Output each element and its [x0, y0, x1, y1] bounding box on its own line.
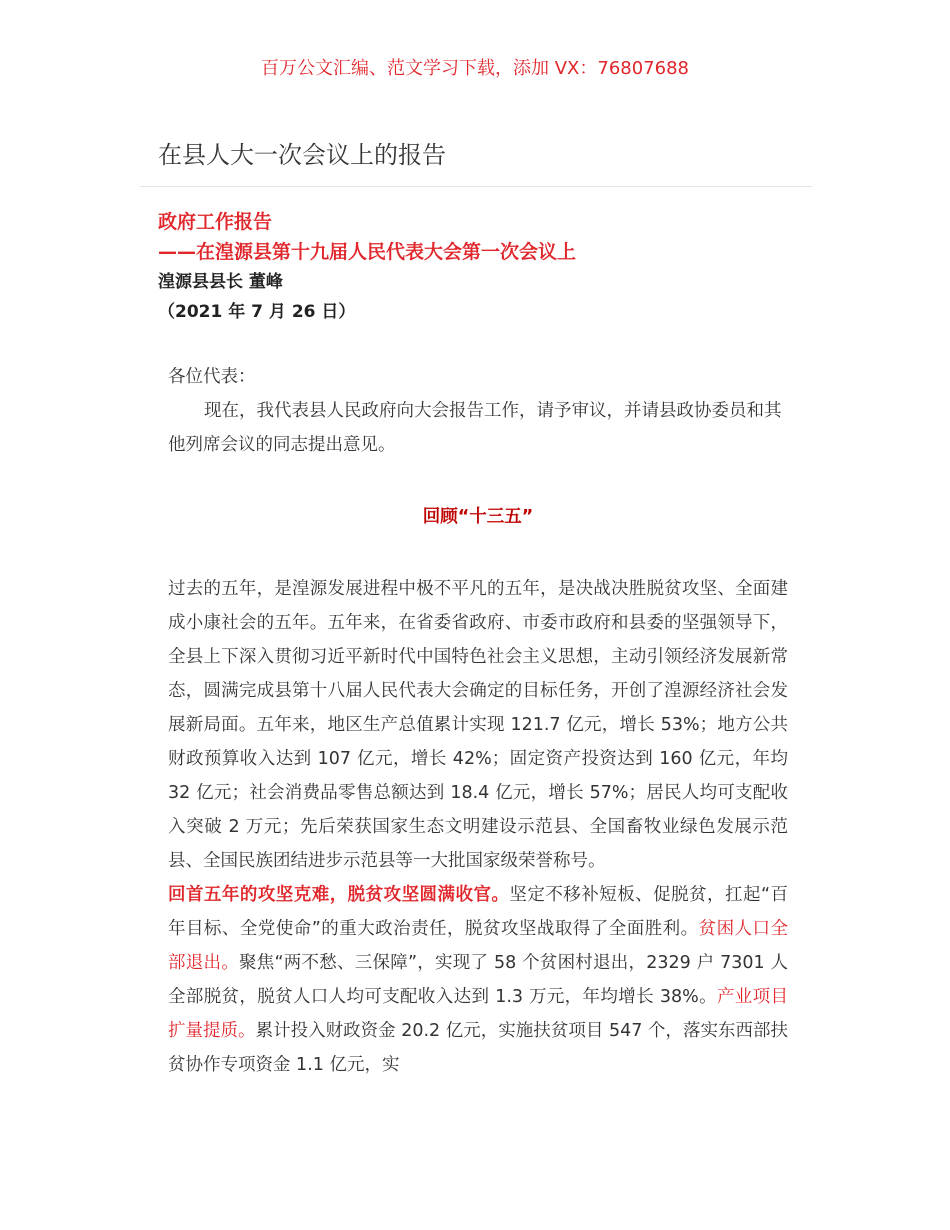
poverty-paragraph [168, 878, 788, 1082]
poverty-text-2: 聚焦“两不愁、三保障”，实现了 58 个贫困村退出，2329 户 7301 人全部脱贫，脱贫人口人均可支配收入达到 1.3 万元，年均增长 38%。 [168, 953, 788, 1007]
poverty-subhead-1: 贫困人口全部退出。 [168, 919, 788, 973]
report-title: 政府工作报告 [158, 211, 273, 233]
poverty-subhead-2: 产业项目扩量提质。 [168, 987, 789, 1041]
intro-paragraph: 现在，我代表县人民政府向大会报告工作，请予审议，并请县政协委员和其他列席会议的同志提出意见。 [168, 401, 782, 455]
salutation: 各位代表： [168, 367, 256, 387]
report-date: （2021 年 7 月 26 日） [158, 302, 356, 322]
poverty-lead: 回首五年的攻坚克难，脱贫攻坚圆满收官。 [168, 885, 510, 905]
title-divider [140, 186, 812, 187]
report-subtitle: ——在湟源县第十九届人民代表大会第一次会议上 [158, 241, 577, 263]
report-author: 湟源县县长 董峰 [158, 272, 283, 292]
review-paragraph: 过去的五年，是湟源发展进程中极不平凡的五年，是决战决胜脱贫攻坚、全面建成小康社会的五年。五年来，在省委省政府、市委市政府和县委的坚强领导下，全县上下深入贯彻习近平新时代中国特色社会主义思想，主动引领经济发展新常态，圆满完成县第十八届人民代表大会确定的目标任务，开创了湟源经济社会发展新局面。五年来，地区生产总值累计实现 121.7 亿元，增长 53%；地方公共财政预算收入达到 107 亿元，增长 42%；固定资产投资达到 160 亿元，年均 32 亿元；社会消费品零售总额达到 18.4 亿元，增长 57%；居民人均可支配收入突破 2 万元；先后荣获国家生态文明建设示范县、全国畜牧业绿色发展示范县、全国民族团结进步示范县等一大批国家级荣誉称号。 [168, 579, 788, 871]
poverty-text-3: 累计投入财政资金 20.2 亿元，实施扶贫项目 547 个，落实东西部扶贫协作专项资金 1.1 亿元，实 [168, 1021, 788, 1075]
document-title: 在县人大一次会议上的报告 [158, 141, 446, 169]
section-title: 回顾“十三五” [422, 507, 534, 527]
report-body [168, 360, 788, 1082]
poverty-text-1: 坚定不移补短板、促脱贫，扛起“百年目标、全党使命”的重大政治责任，脱贫攻坚战取得了全面胜利。 [168, 885, 788, 939]
promo-banner: 百万公文汇编、范文学习下载，添加 VX：76807688 [261, 58, 689, 79]
report-heading [158, 207, 798, 327]
